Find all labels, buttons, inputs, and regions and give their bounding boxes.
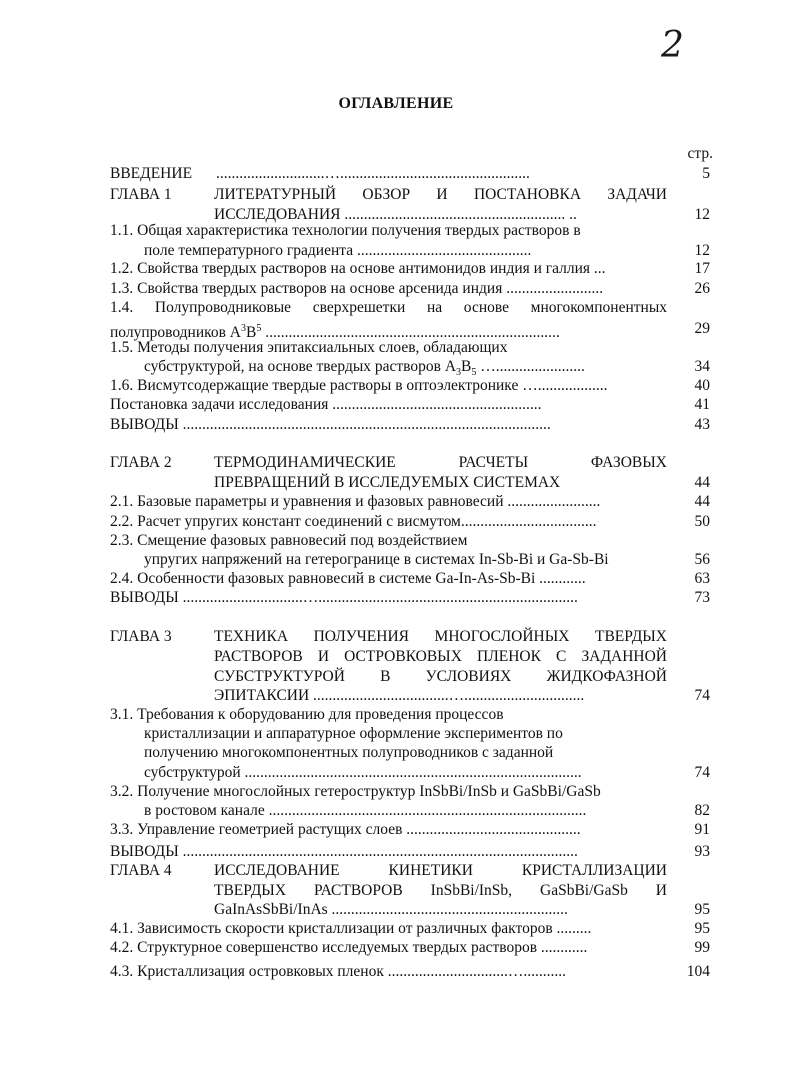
section-title: 4.1. Зависимость скорости кристаллизации от различных факторов ......... (110, 920, 592, 937)
page-title: ОГЛАВЛЕНИЕ (338, 95, 454, 112)
chapter-label: ГЛАВА 2 (110, 454, 172, 471)
toc-page: 43 (694, 416, 710, 433)
section-title: 1.2. Свойства твердых растворов на основе антимонидов индия и галлия ... (110, 260, 606, 277)
toc-page: 73 (694, 589, 710, 606)
toc-page: 41 (694, 396, 710, 413)
section-title: 3.2. Получение многослойных гетероструктур InSbBi/InSb и GaSbBi/GaSb (110, 783, 601, 800)
chapter-title: ПРЕВРАЩЕНИЙ В ИССЛЕДУЕМЫХ СИСТЕМАХ (214, 474, 561, 491)
toc-page: 99 (694, 939, 710, 956)
toc-page: 63 (694, 570, 710, 587)
chapter-label: ГЛАВА 4 (110, 862, 172, 879)
toc-page: 95 (694, 920, 710, 937)
chapter-title: GaInAsSbBi/InAs ............................................................. (214, 901, 568, 918)
section-title: 2.4. Особенности фазовых равновесий в системе Ga-In-As-Sb-Bi ............ (110, 570, 586, 587)
toc-page: 44 (694, 493, 710, 510)
chapter-title: ЛИТЕРАТУРНЫЙ ОБЗОР И ПОСТАНОВКА ЗАДАЧИ (214, 186, 667, 203)
section-title: полупроводников $A^3B^5$ ............................................................................ (110, 323, 560, 342)
toc-page: 29 (694, 320, 710, 337)
toc-page: 104 (686, 963, 710, 980)
toc-page: 91 (694, 821, 710, 838)
toc-page: 74 (694, 764, 710, 781)
section-title: 2.3. Смещение фазовых равновесий под воздействием (110, 532, 468, 549)
section-title: ВЫВОДЫ ...................................................................................................... (110, 843, 578, 860)
section-title: 4.2. Структурное совершенство исследуемых твердых растворов ............ (110, 939, 588, 956)
section-title: кристаллизации и аппаратурное оформление экспериментов по (144, 725, 563, 742)
section-title: 1.4. Полупроводниковые сверхрешетки на основе многокомпонентных (110, 299, 667, 316)
toc-page: 93 (694, 843, 710, 860)
section-title: 4.3. Кристаллизация островковых пленок ...............................…........... (110, 963, 566, 980)
chapter-label: ГЛАВА 1 (110, 186, 172, 203)
toc-page: 82 (694, 802, 710, 819)
section-title: 3.1. Требования к оборудованию для проведения процессов (110, 706, 504, 723)
section-title: 2.1. Базовые параметры и уравнения и фазовых равновесий ........................ (110, 493, 601, 510)
toc-page: 56 (694, 551, 710, 568)
toc-page: 17 (694, 260, 710, 277)
toc-page: 5 (702, 165, 710, 182)
section-title: 1.3. Свойства твердых растворов на основе арсенида индия ......................... (110, 280, 604, 297)
section-title: получению многокомпонентных полупроводников с заданной (144, 744, 554, 761)
section-title: поле температурного градиента ............................................. (144, 242, 532, 259)
section-title: Постановка задачи исследования ...................................................... (110, 396, 542, 413)
toc-page: 40 (694, 377, 710, 394)
toc-page: 12 (694, 242, 710, 259)
section-title: 3.3. Управление геометрией растущих слоев ............................................. (110, 821, 581, 838)
chapter-title: ИССЛЕДОВАНИЕ КИНЕТИКИ КРИСТАЛЛИЗАЦИИ (214, 862, 667, 879)
chapter-title: ЭПИТАКСИИ ...................................…............................... (214, 687, 585, 704)
toc-page: 50 (694, 513, 710, 530)
toc-page: 44 (694, 474, 710, 491)
section-title: 1.5. Методы получения эпитаксиальных слоев, обладающих (110, 339, 508, 356)
section-title: 1.6. Висмутсодержащие твердые растворы в оптоэлектронике ….................. (110, 377, 608, 394)
section-title: упругих напряжений на гетерогранице в системах In-Sb-Bi и Ga-Sb-Bi (144, 551, 609, 568)
chapter-title: ТЕРМОДИНАМИЧЕСКИЕ РАСЧЕТЫ ФАЗОВЫХ (214, 454, 667, 471)
section-title: субструктурой ....................................................................................... (144, 764, 582, 781)
section-title: 2.2. Расчет упругих констант соединений с висмутом................................... (110, 513, 597, 530)
toc-page: 34 (694, 358, 710, 375)
toc-page: 26 (694, 280, 710, 297)
toc-page: 74 (694, 687, 710, 704)
section-title: 1.1. Общая характеристика технологии получения твердых растворов в (110, 222, 581, 239)
toc-dots: ............................…................................................. (216, 165, 530, 182)
section-title: в ростовом канале .................................................................................. (144, 802, 587, 819)
handwritten-page-number: 2 (661, 25, 684, 66)
chapter-title: СУБСТРУКТУРОЙ В УСЛОВИЯХ ЖИДКОФАЗНОЙ (214, 668, 667, 685)
chapter-title: ТЕХНИКА ПОЛУЧЕНИЯ МНОГОСЛОЙНЫХ ТВЕРДЫХ (214, 628, 667, 645)
toc-page: 12 (694, 206, 710, 223)
section-title: ВЫВОДЫ ............................................................................................... (110, 416, 551, 433)
toc-page: 95 (694, 901, 710, 918)
section-title: субструктурой, на основе твердых растворов $A_3B_5$ …....................... (144, 358, 585, 379)
chapter-title: РАСТВОРОВ И ОСТРОВКОВЫХ ПЛЕНОК С ЗАДАННОЙ (214, 648, 667, 665)
chapter-label: ГЛАВА 3 (110, 628, 172, 645)
pages-column-header: стр. (687, 145, 713, 162)
section-title: ВЫВОДЫ ...............................…................................................................... (110, 589, 578, 606)
chapter-title: ИССЛЕДОВАНИЯ ......................................................... .. (214, 206, 577, 223)
chapter-title: ТВЕРДЫХ РАСТВОРОВ InSbBi/InSb, GaSbBi/GaSb И (214, 882, 667, 899)
toc-label: ВВЕДЕНИЕ (110, 165, 193, 182)
